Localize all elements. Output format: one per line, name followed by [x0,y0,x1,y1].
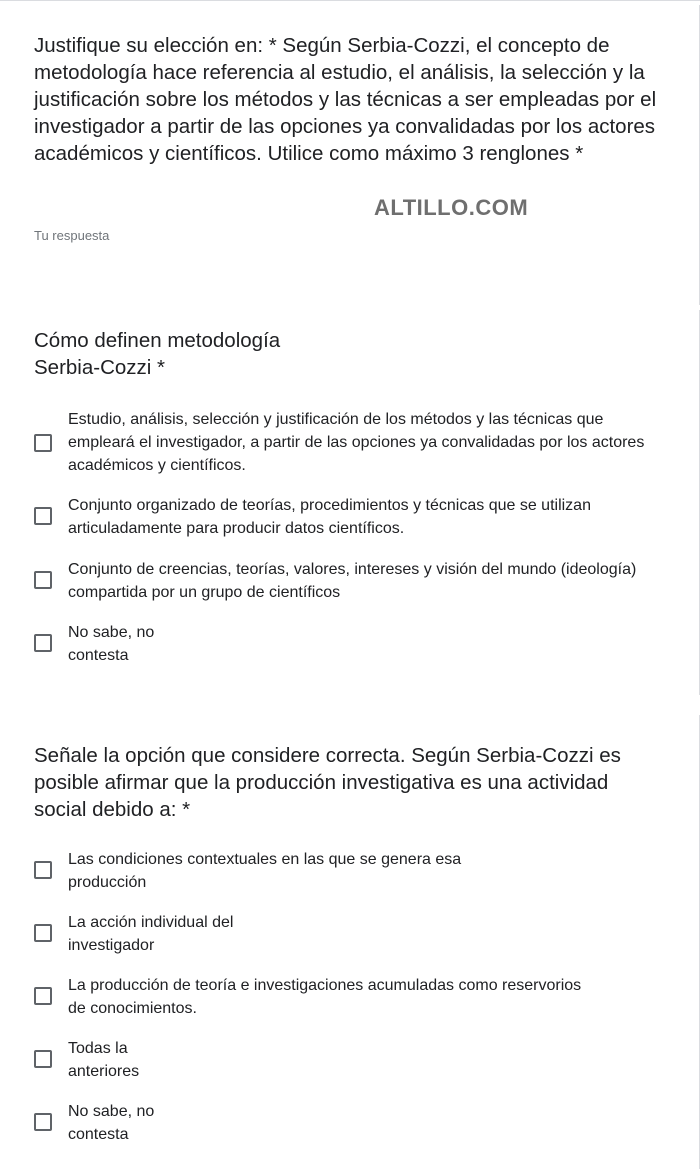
card-top-border [0,0,700,6]
checkbox-option[interactable] [34,911,654,957]
short-answer-input[interactable]: Tu respuesta [34,228,110,243]
checkbox-option[interactable] [34,621,654,667]
option-label: No sabe, no contesta [68,1103,155,1143]
checkbox[interactable] [34,1113,52,1131]
checkbox[interactable] [34,571,52,589]
checkbox[interactable] [34,507,52,525]
checkbox[interactable] [34,634,52,652]
checkbox[interactable] [34,861,52,879]
checkbox-option[interactable] [34,848,654,894]
checkbox-option[interactable] [34,494,654,540]
option-label: No sabe, no contesta [68,624,155,664]
checkbox-option[interactable] [34,1100,654,1146]
option-label: Conjunto de creencias, teorías, valores, intereses y visión del mundo (ideología) compartida por un grupo de científicos [68,561,637,601]
question-1-title: Justifique su elección en: * Según Serbia-Cozzi, el concepto de metodología hace referencia al estudio, el análisis, la selección y la justificación sobre los métodos y las técnicas a ser empleadas por el investigador a partir de las opciones ya convalidadas por los actores académicos y científicos. Utilice como máximo 3 renglones * [34,34,657,165]
option-label: Conjunto organizado de teorías, procedimientos y técnicas que se utilizan articuladamente para producir datos científicos. [68,497,591,537]
option-label: La producción de teoría e investigaciones acumuladas como reservorios de conocimientos. [68,977,582,1017]
checkbox-option[interactable] [34,974,654,1020]
checkbox[interactable] [34,434,52,452]
checkbox-option[interactable] [34,558,654,604]
question-2-title: Cómo definen metodología Serbia-Cozzi * [34,329,281,379]
checkbox[interactable] [34,987,52,1005]
watermark: ALTILLO.COM [374,195,529,220]
checkbox[interactable] [34,924,52,942]
option-label: Todas la anteriores [68,1040,140,1080]
checkbox-option[interactable] [34,1037,654,1083]
option-label: La acción individual del investigador [68,914,234,954]
checkbox[interactable] [34,1050,52,1068]
option-label: Las condiciones contextuales en las que se genera esa producción [68,851,462,891]
option-label: Estudio, análisis, selección y justificación de los métodos y las técnicas que empleará el investigador, a partir de las opciones ya convalidadas por los actores académicos y científicos. [68,411,645,474]
checkbox-option[interactable] [34,408,654,478]
question-3-title: Señale la opción que considere correcta. Según Serbia-Cozzi es posible afirmar que la producción investigativa es una actividad social debido a: * [34,744,621,821]
